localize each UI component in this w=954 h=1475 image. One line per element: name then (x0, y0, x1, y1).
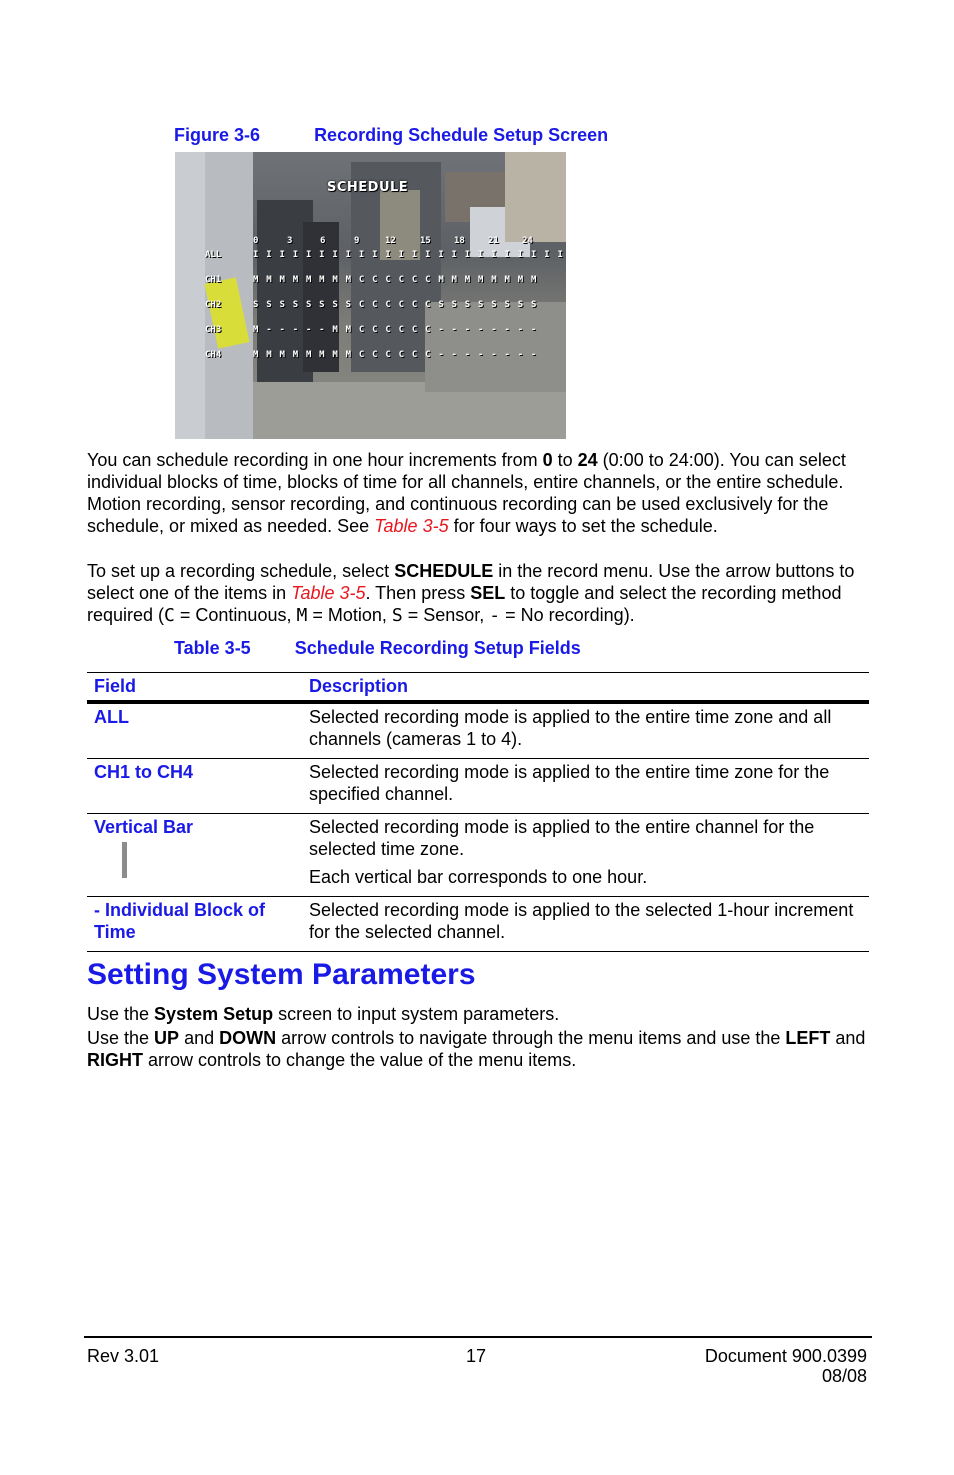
text-bold: SEL (470, 583, 506, 603)
row-cells-ch3: M - - - - - M M C C C C C C - - - - - - - - (253, 325, 538, 335)
footer-divider (84, 1336, 872, 1338)
row-label-ch1: CH1 (205, 275, 222, 285)
code-text: C (164, 605, 175, 626)
text-bold: System Setup (154, 1004, 274, 1024)
code-text: S (391, 605, 403, 626)
text: arrow controls to navigate through the menu items and use the (276, 1028, 786, 1048)
table-header-row (87, 673, 869, 703)
figure-title: Recording Schedule Setup Screen (314, 125, 609, 145)
row-cells-all: I I I I I I I I I I I I I I I I I I I I I I I I (253, 250, 565, 260)
section-paragraph-1 (87, 1003, 877, 1025)
schedule-screen-image (175, 152, 566, 439)
text: screen to input system parameters. (273, 1004, 560, 1024)
hour-label: 6 (320, 236, 326, 246)
footer-document (705, 1346, 867, 1386)
description-cell (302, 814, 869, 897)
row-cells-ch1: M M M M M M M M C C C C C C M M M M M M M M (253, 275, 538, 285)
hour-label: 15 (420, 236, 431, 246)
code-text: M (296, 605, 308, 626)
table-caption (174, 638, 581, 659)
column-header-description: Description (302, 673, 869, 703)
text-bold: 0 (542, 450, 553, 470)
field-cell: CH1 to CH4 (87, 759, 302, 814)
hour-label: 24 (522, 236, 533, 246)
intro-paragraph-2 (87, 560, 877, 627)
intro-paragraph-1 (87, 449, 877, 537)
text: arrow controls to change the value of the menu items. (143, 1050, 577, 1070)
hour-label: 18 (454, 236, 465, 246)
text-bold: DOWN (219, 1028, 277, 1048)
description-cell (302, 897, 869, 952)
table-row (87, 897, 869, 952)
text: to toggle and select the recording method required ( (87, 583, 842, 625)
field-label: Vertical Bar (94, 817, 194, 837)
description-text: Selected recording mode is applied to the entire channel for the selected time zone. (309, 817, 815, 859)
description-text: Selected recording mode is applied to the entire time zone for the specified channel. (309, 762, 830, 804)
hour-label: 0 (253, 236, 259, 246)
text: and (179, 1028, 220, 1048)
footer-page-number: 17 (466, 1346, 487, 1366)
text: = No recording). (500, 605, 635, 625)
hour-label: 9 (354, 236, 360, 246)
screen-title: SCHEDULE (327, 180, 409, 195)
figure-caption (174, 125, 608, 146)
row-label-all: ALL (205, 250, 222, 260)
text: Use the (87, 1028, 155, 1048)
field-cell: - Individual Block of Time (87, 897, 302, 952)
row-cells-ch2: S S S S S S S S C C C C C C S S S S S S S S (253, 300, 538, 310)
field-cell (87, 814, 302, 897)
text-bold: SCHEDULE (394, 561, 494, 581)
table-row (87, 702, 869, 759)
table-row (87, 814, 869, 897)
description-text: Selected recording mode is applied to the entire time zone and all channels (cameras 1 to 4). (309, 707, 832, 749)
description-cell (302, 702, 869, 759)
text: for four ways to set the schedule. (448, 516, 718, 536)
table-number: Table 3-5 (174, 638, 251, 658)
text: = Continuous, (174, 605, 297, 625)
code-text: - (489, 605, 501, 626)
text-bold: LEFT (785, 1028, 831, 1048)
section-paragraph-2 (87, 1027, 877, 1071)
footer-revision: Rev 3.01 (87, 1346, 160, 1366)
table-link[interactable]: Table 3-5 (291, 583, 366, 603)
schedule-fields-table (87, 672, 869, 952)
figure-number: Figure 3-6 (174, 125, 261, 145)
text: Use the (87, 1004, 155, 1024)
row-cells-ch4: M M M M M M M M C C C C C C - - - - - - - - (253, 350, 538, 360)
section-heading: Setting System Parameters (87, 958, 476, 991)
text: . Then press (365, 583, 471, 603)
text: in the record menu. Use the arrow buttons to select one of the items in (87, 561, 855, 603)
table-title: Schedule Recording Setup Fields (294, 638, 581, 658)
hour-label: 12 (385, 236, 396, 246)
text-bold: RIGHT (87, 1050, 143, 1070)
text: = Motion, (307, 605, 392, 625)
text: (0:00 to 24:00). You can select individual blocks of time, blocks of time for all channels, entire channels, or the entire schedule. Motion recording, sensor recording, and continuous recording can be used exclusively for the schedule, or mixed as needed. See (87, 450, 846, 536)
hour-label: 21 (488, 236, 499, 246)
text: to (552, 450, 578, 470)
text-bold: 24 (577, 450, 598, 470)
document-date: 08/08 (821, 1366, 867, 1386)
text: = Sensor, (402, 605, 490, 625)
column-header-field: Field (87, 673, 302, 703)
document-number: Document 900.0399 (704, 1346, 867, 1366)
table-row (87, 759, 869, 814)
table-link[interactable]: Table 3-5 (374, 516, 449, 536)
description-cell (302, 759, 869, 814)
text: You can schedule recording in one hour increments from (87, 450, 543, 470)
text: To set up a recording schedule, select (87, 561, 395, 581)
text-bold: UP (154, 1028, 180, 1048)
field-cell: ALL (87, 702, 302, 759)
description-text: Selected recording mode is applied to the selected 1-hour increment for the selected channel. (309, 900, 854, 942)
vertical-bar-icon (122, 842, 127, 878)
description-text: Each vertical bar corresponds to one hour. (309, 867, 648, 887)
row-label-ch2: CH2 (205, 300, 222, 310)
row-label-ch3: CH3 (205, 325, 222, 335)
hour-label: 3 (287, 236, 293, 246)
text: and (830, 1028, 866, 1048)
row-label-ch4: CH4 (205, 350, 222, 360)
